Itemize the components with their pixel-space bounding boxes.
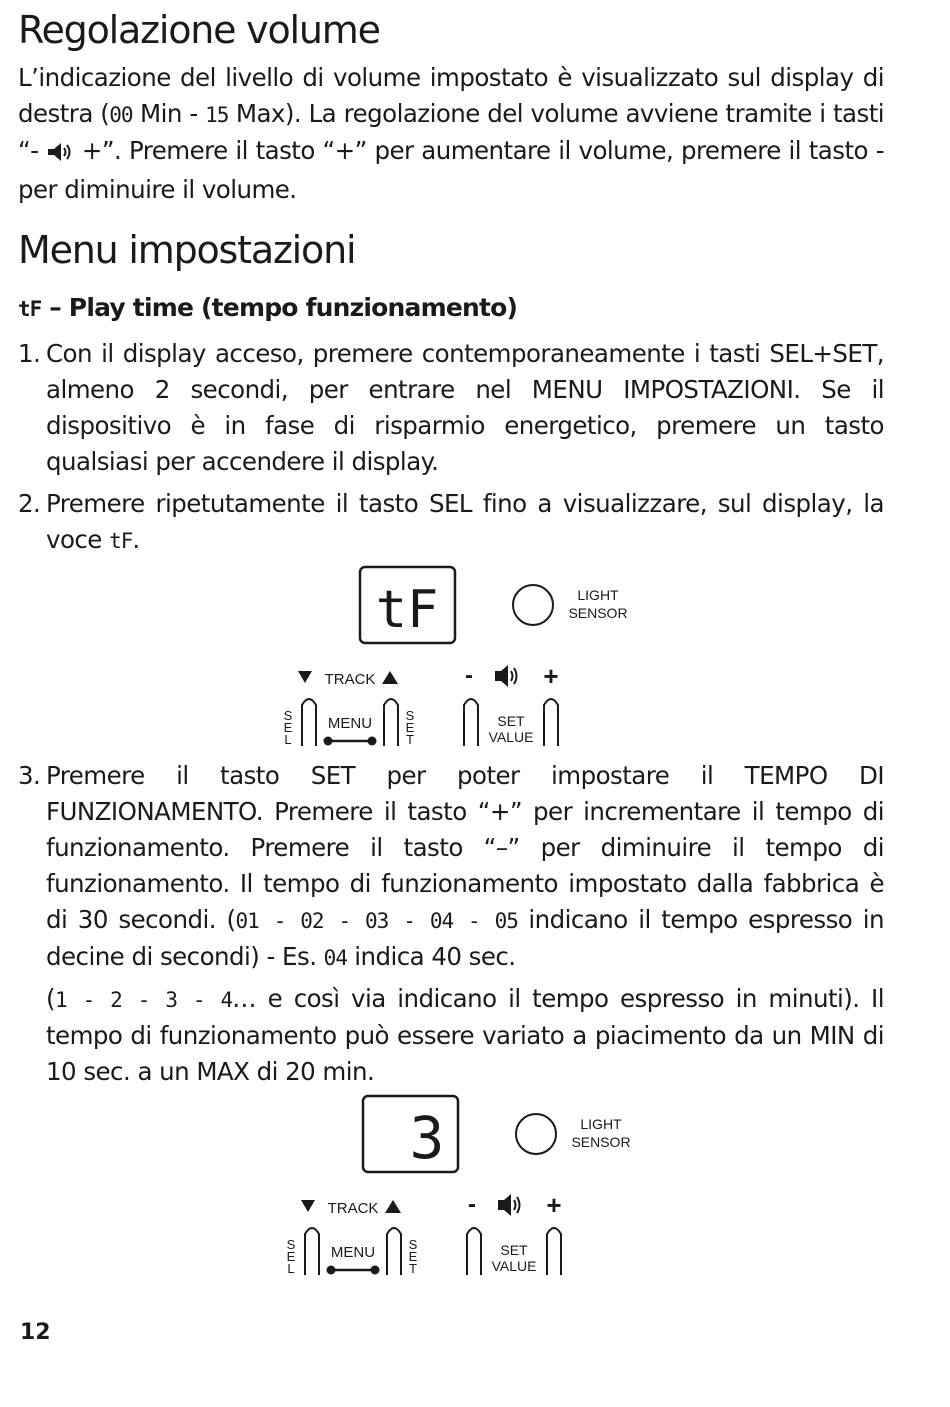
volume-paragraph: L’indicazione del livello di volume impostato è visualizzato sul display di destra (00 Min - 15 Max). La regolazione del volume avviene tramite i tasti “- +”. Premere il tasto “+” per aumentare il volume, premere il tasto - per diminuire il volume. — [18, 63, 885, 204]
triangle-down-icon — [298, 671, 312, 683]
svg-text:MENU: MENU — [330, 1244, 376, 1261]
sel-button — [302, 699, 316, 746]
heading-menu: Menu impostazioni — [18, 228, 356, 272]
page-number: 12 — [20, 1320, 51, 1345]
lcd-display-value: tF — [375, 580, 439, 640]
triangle-up-icon — [382, 671, 398, 684]
manual-page: Regolazione volume L’indicazione del livello di volume impostato è visualizzato sul display di destra (00 Min - 15 Max). La regolazione del volume avviene tramite i tasti “- +”. Premere il tasto “+” per aumentare il volume, premere il tasto - per diminuire il volume. Menu impostazioni tF – Play time (tempo funzionamento) 1. Con il display acceso, premere contemporaneamente i tasti SEL+SET, almeno 2 secondi, per entrare nel MENU IMPOSTAZIONI. Se il dispositivo è in fase di risparmio energetico, premere un tasto qualsiasi per accendere il display. 2. Premere ripetutamente il tasto SEL fino a visualizzare, sul display, la voce tF. tF LIGHT SENSOR TRACK - + S E L MENU S E T SET VALUE 3. Premere il tasto SET per poter impostare il TEMPO DI FUNZIONAMENTO. Premere il tasto “+” per incrementare il tempo di funzionamento. Premere il tasto “–” per diminuire il tempo di funzionamento. Il tempo di funzionamento impostato dalla fabbrica è di 30 secondi. (01 - 02 - 03 - 04 - 05 indicano il tempo espresso in decine di secondi) - Es. 04 indica 40 sec. (1 - 2 - 3 - 4… e così via indicano il tempo espresso in minuti). Il tempo di funzionamento può essere variato a piacimento da un MIN di 10 sec. a un MAX di 20 min. 3 LIGHT SENSOR TRACK - + S E L MENU S E T SET VALUE 12 — [18, 8, 885, 1345]
svg-text:E: E — [408, 1249, 418, 1264]
svg-text:T: T — [409, 1261, 417, 1276]
svg-text:MENU: MENU — [327, 715, 373, 732]
speaker-icon — [46, 136, 74, 172]
svg-text:SET: SET — [500, 1242, 528, 1258]
speaker-icon — [498, 1194, 520, 1216]
svg-text:VALUE: VALUE — [488, 729, 534, 745]
svg-text:+: + — [543, 661, 559, 691]
heading-volume: Regolazione volume — [18, 8, 380, 52]
plus-button — [544, 699, 558, 746]
plus-button — [547, 1228, 561, 1275]
svg-text:S: S — [408, 1237, 418, 1252]
svg-text:L: L — [284, 732, 292, 747]
svg-text:S: S — [405, 708, 415, 723]
svg-text:-: - — [465, 662, 473, 689]
light-sensor-icon — [516, 1114, 556, 1154]
light-sensor-icon — [513, 585, 553, 625]
svg-text:TRACK: TRACK — [324, 671, 376, 688]
sel-button — [305, 1228, 319, 1275]
svg-text:LIGHT: LIGHT — [580, 1116, 622, 1132]
triangle-down-icon — [301, 1200, 315, 1212]
svg-text:SENSOR: SENSOR — [568, 605, 628, 621]
svg-text:S: S — [286, 1237, 296, 1252]
speaker-icon — [495, 665, 517, 687]
triangle-up-icon — [385, 1200, 401, 1213]
segment-codes-tens: 01 - 02 - 03 - 04 - 05 — [235, 909, 518, 933]
segment-min-value: 00 — [109, 103, 133, 127]
svg-text:E: E — [286, 1249, 296, 1264]
svg-text:TRACK: TRACK — [327, 1200, 379, 1217]
svg-text:-: - — [468, 1191, 476, 1218]
svg-text:LIGHT: LIGHT — [577, 587, 619, 603]
svg-text:+: + — [546, 1190, 562, 1220]
set-button — [384, 699, 398, 746]
menu-link-icon — [324, 737, 377, 746]
set-button — [387, 1228, 401, 1275]
lcd-display-value: 3 — [409, 1104, 445, 1172]
control-panel — [280, 1094, 640, 1279]
subheading-play-time: tF – Play time (tempo funzionamento) — [18, 293, 518, 322]
segment-code-tf: tF — [18, 297, 42, 321]
svg-text:SET: SET — [497, 713, 525, 729]
minus-button — [467, 1228, 481, 1275]
svg-text:L: L — [287, 1261, 295, 1276]
minus-button — [464, 699, 478, 746]
svg-text:S: S — [283, 708, 293, 723]
svg-text:VALUE: VALUE — [491, 1258, 537, 1274]
svg-text:E: E — [283, 720, 293, 735]
svg-text:E: E — [405, 720, 415, 735]
segment-codes-minutes: 1 - 2 - 3 - 4 — [55, 988, 233, 1012]
segment-max-value: 15 — [205, 103, 229, 127]
menu-link-icon — [327, 1266, 380, 1275]
svg-text:T: T — [406, 732, 414, 747]
svg-text:SENSOR: SENSOR — [571, 1134, 631, 1150]
segment-code-example: 04 — [323, 946, 347, 970]
control-panel — [280, 565, 640, 750]
segment-code-tf: tF — [109, 529, 133, 553]
